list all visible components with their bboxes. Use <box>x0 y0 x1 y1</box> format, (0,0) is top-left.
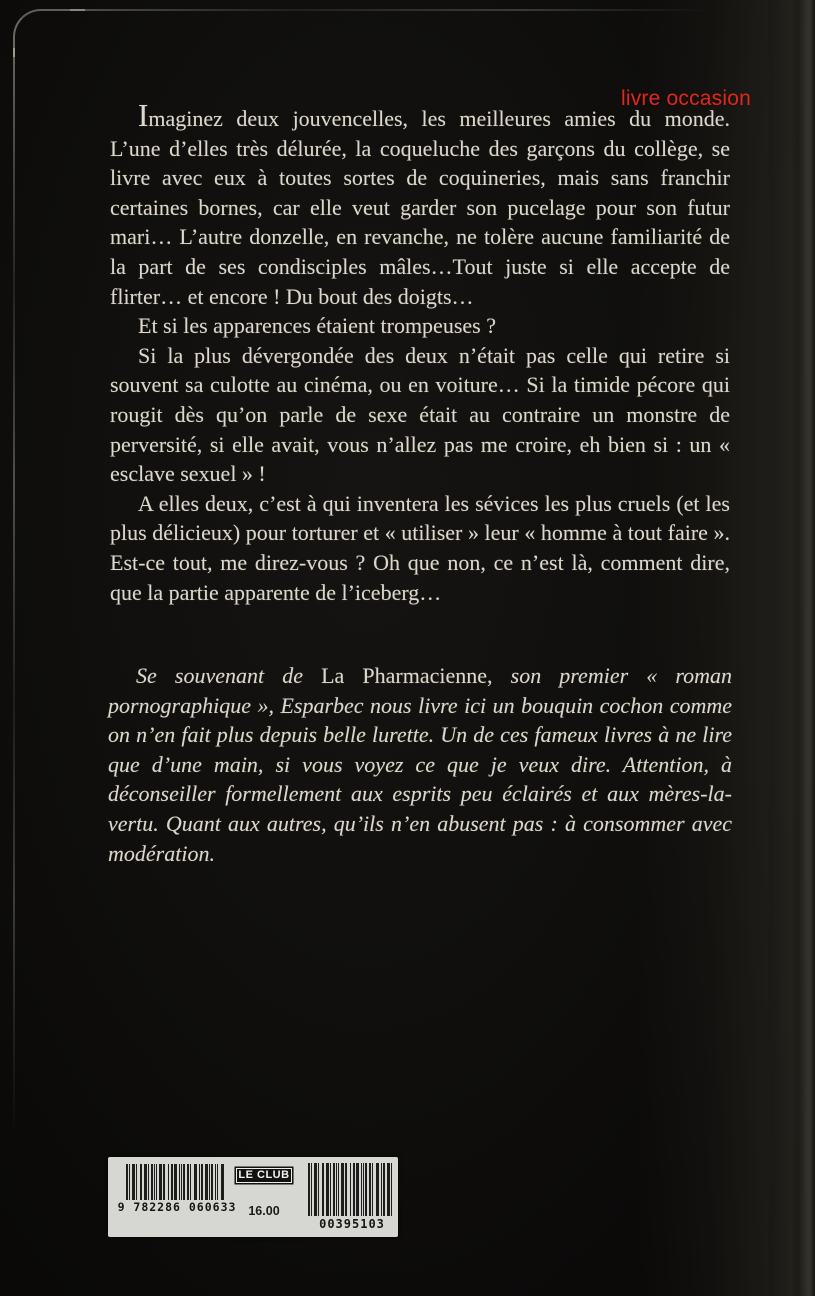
ean-barcode <box>126 1164 228 1200</box>
blurb-text <box>110 98 730 607</box>
blurb-paragraph: Et si les apparences étaient trompeuses ? <box>138 313 496 339</box>
blurb-paragraph: A elles deux, c’est à qui inventera les sévices les plus cruels (et les plus délicieux) pour torturer et « utiliser » leur « homme à tout faire ». Est-ce tout, me direz-vous ? Oh que non, ce n’est là, comment dire, que la partie apparente de l’iceberg… <box>110 490 730 605</box>
book-page-edge-strip <box>771 0 815 1296</box>
le-club-badge: LE CLUB <box>236 1168 292 1183</box>
blurb-paragraph: Si la plus dévergondée des deux n’était pas celle qui retire si souvent sa culotte au cinéma, ou en voiture… Si la timide pécore qui rougit dès qu’on parle de sexe était au contraire un monstre de perversité, si elle avait, vous n’allez pas me croire, eh bien si : un « esclave sexuel » ! <box>110 342 730 487</box>
price-barcode-sticker <box>108 1157 398 1237</box>
review-text <box>108 661 732 868</box>
blurb-paragraph: Imaginez deux jouvencelles, les meilleures amies du monde. L’une d’elles très délurée, la coqueluche des garçons du collège, se livre avec eux à toutes sortes de coquineries, mais sans franchir certaines bornes, car elle veut garder son pucelage pour son futur mari… L’autre donzelle, en revanche, ne tolère aucune familiarité de la part de ses condisciples mâles…Tout juste si elle accepte de flirter… et encore ! Du bout des doigts… <box>110 98 730 309</box>
review-segment: La Pharmacienne, <box>321 663 493 688</box>
club-barcode <box>308 1163 396 1216</box>
price-value: 16.00 <box>248 1204 280 1218</box>
book-edge-left-highlight <box>13 48 15 1138</box>
book-edge-top-highlight <box>70 9 710 11</box>
ean-number: 9 782286 060633 <box>117 1200 237 1214</box>
book-edge-corner-highlight <box>13 9 85 57</box>
club-code-number: 00395103 <box>319 1217 385 1231</box>
review-segment: son premier « roman pornographique », Esparbec nous livre ici un bouquin cochon comme on n’en fait plus depuis belle lurette. Un de ces fameux livres à ne lire que d’une main, si vous voyez ce que je veux dire. Attention, à déconseiller formellement aux esprits peu éclairés et aux mères-la-vertu. Quant aux autres, qu’ils n’en abusent pas : à consommer avec modération. <box>108 663 733 866</box>
livre-occasion-label: livre occasion <box>620 87 751 110</box>
review-segment: Se souvenant de <box>136 663 322 688</box>
